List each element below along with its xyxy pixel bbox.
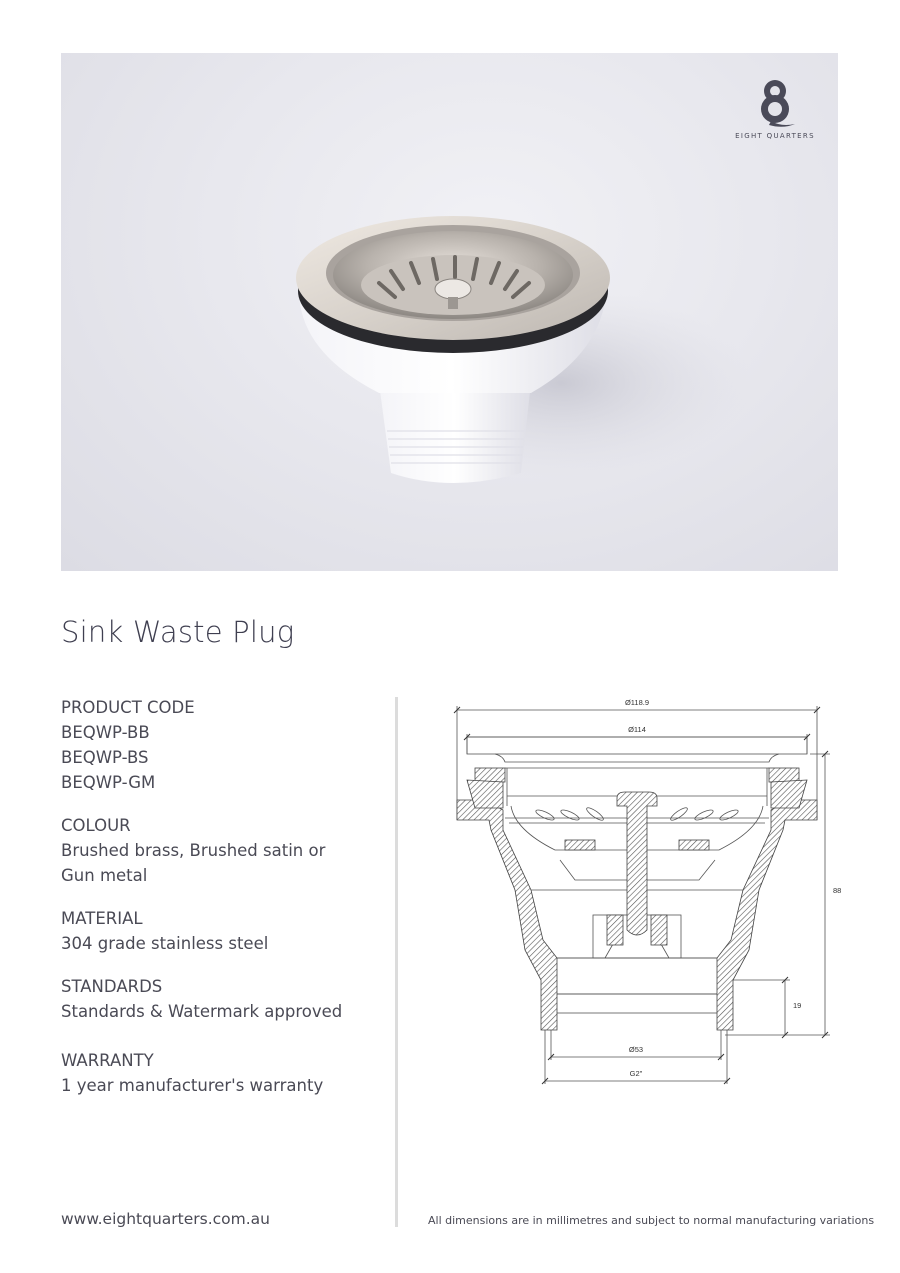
dim-total-height: 88	[833, 886, 842, 895]
dim-flange-diameter: Ø114	[628, 725, 646, 734]
spec-value: BEQWP-GM	[61, 773, 156, 792]
spec-value: BEQWP-BB	[61, 723, 150, 742]
dim-inner-diameter: Ø53	[628, 1045, 644, 1054]
q8-monogram-icon	[755, 77, 795, 129]
spec-material	[61, 906, 361, 956]
technical-drawing	[445, 690, 845, 1090]
spec-standards	[61, 974, 361, 1024]
spec-value: Brushed brass, Brushed satin or Gun metal	[61, 841, 326, 885]
spec-value: BEQWP-BS	[61, 748, 149, 767]
product-photo	[61, 53, 838, 571]
spec-label: STANDARDS	[61, 977, 163, 996]
spec-product-code	[61, 695, 361, 795]
spec-value: 304 grade stainless steel	[61, 934, 269, 953]
spec-colour	[61, 813, 361, 888]
spec-label: COLOUR	[61, 816, 131, 835]
sink-waste-plug-image	[61, 53, 838, 571]
brand-name: EIGHT QUARTERS	[735, 132, 815, 140]
spec-value: Standards & Watermark approved	[61, 1002, 343, 1021]
dimensions-disclaimer: All dimensions are in millimetres and subject to normal manufacturing variations	[428, 1214, 875, 1227]
dim-thread-spec: G2"	[629, 1069, 643, 1078]
spec-label: WARRANTY	[61, 1051, 154, 1070]
dim-thread-height: 19	[793, 1001, 802, 1010]
column-divider	[395, 697, 398, 1227]
page-title: Sink Waste Plug	[61, 615, 295, 649]
dim-outer-diameter: Ø118.9	[624, 698, 650, 707]
spec-label: PRODUCT CODE	[61, 698, 195, 717]
brand-logo	[730, 77, 820, 140]
spec-label: MATERIAL	[61, 909, 143, 928]
spec-value: 1 year manufacturer's warranty	[61, 1076, 324, 1095]
spec-warranty	[61, 1048, 361, 1098]
spec-list	[61, 695, 361, 1116]
website-link[interactable]: www.eightquarters.com.au	[61, 1210, 270, 1228]
